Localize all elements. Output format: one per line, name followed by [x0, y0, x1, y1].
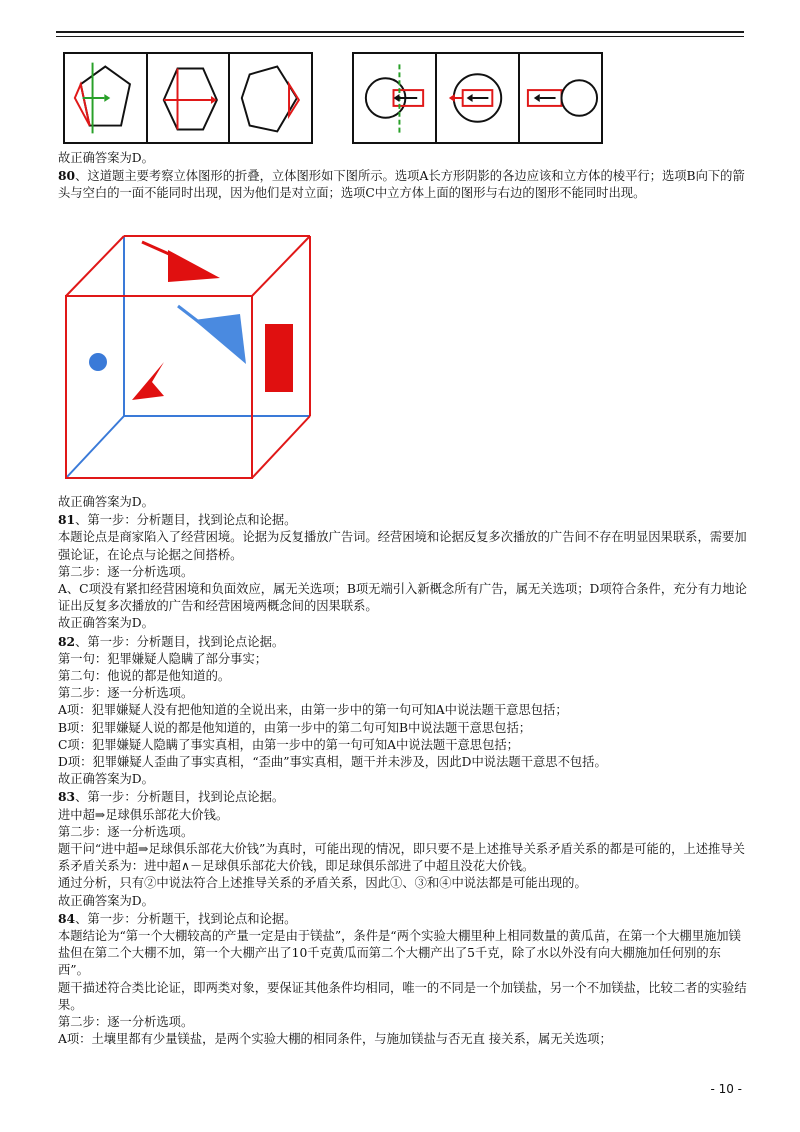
- pentagon-left-triangle-figure: [65, 54, 146, 142]
- question-82-answer: 故正确答案为D。: [58, 772, 154, 787]
- question-82-option-b: B项：犯罪嫌疑人说的都是他知道的，由第一步中的第二句可知B中说法题干意思包括；: [58, 720, 532, 735]
- question-83-paragraph-2: 通过分析，只有②中说法符合上述推导关系的矛盾关系，因此①、③和④中说法都是可能出现的。: [58, 876, 587, 891]
- question-82-option-c: C项：犯罪嫌疑人隐瞒了事实真相，由第一步中的第一句可知A中说法题干意思包括；: [58, 737, 519, 752]
- question-83-answer: 故正确答案为D。: [58, 893, 154, 908]
- question-83-sentence-1: 进中超⇒足球俱乐部花大价钱。: [58, 807, 229, 822]
- question-83-step-2: 第二步：逐一分析选项。: [58, 824, 194, 839]
- question-83-paragraph-1: 题干问“进中超⇒足球俱乐部花大价钱”为真时，可能出现的情况，即只要不是上述推导关系矛盾关系的都是可能的，上述推导关系矛盾关系为：进中超∧－足球俱乐部花大价钱，即足球俱乐部进了中超且没花大价钱。: [58, 842, 745, 874]
- question-81-answer: 故正确答案为D。: [58, 616, 154, 631]
- question-82-head: 82、第一步：分析题目，找到论点论据。: [58, 633, 285, 649]
- figure-cell-3: [230, 54, 311, 142]
- circle-arrow-centered-figure: [437, 54, 518, 142]
- question-84-step-2: 第二步：逐一分析选项。: [58, 1015, 194, 1030]
- question-81-paragraph-2: A、C项没有紧扣经营困境和负面效应，属无关选项；B项无端引入新概念所有广告，属无关选项；D项符合条件，充分有力地论证出反复多次播放的广告和经营困境两概念间的因果联系。: [58, 582, 747, 614]
- question-84-option-a: A项：土壤里都有少量镁盐，是两个实验大棚的相同条件，与施加镁盐与否无直 接关系，属无关选项；: [58, 1032, 612, 1047]
- circle-arrow-left-figure: [354, 54, 435, 142]
- question-80-text: 80、这道题主要考察立体图形的折叠，立体图形如下图所示。选项A长方形阴影的各边应该和立方体的棱平行；选项B向下的箭头与空白的一面不能同时出现，因为他们是对立面；选项C中立方体上面的图形与右边的图形不能同时出现。: [58, 168, 745, 201]
- pentagon-right-triangle-figure: [230, 54, 311, 142]
- question-80-block: [58, 167, 748, 202]
- question-84-paragraph-1: 本题结论为“第一个大棚较高的产量一定是由于镁盐”，条件是“两个实验大棚里种上相同数量的黄瓜苗，在第一个大棚里施加镁盐但在第二个大棚不加，第一个大棚产出了10千克黄瓜而第二个大棚产出了5千克，除了水以外没有向大棚施加任何别的东西”。: [58, 929, 741, 978]
- question-82-step-2: 第二步：逐一分析选项。: [58, 686, 194, 701]
- question-82-sentence-1: 第一句：犯罪嫌疑人隐瞒了部分事实；: [58, 651, 268, 666]
- question-81-paragraph-1: 本题论点是商家陷入了经营困境。论据为反复播放广告词。经营困境和论据反复多次播放的广告间不存在明显因果联系，需要加强论证，在论点与论据之间搭桥。: [58, 530, 747, 562]
- question-82-option-d: D项：犯罪嫌疑人歪曲了事实真相，“歪曲”事实真相，题干并未涉及，因此D中说法题干意思不包括。: [58, 755, 607, 770]
- question-84-paragraph-2: 题干描述符合类比论证，即两类对象，要保证其他条件均相同，唯一的不同是一个加镁盐，另一个不加镁盐，比较二者的实验结果。: [58, 980, 747, 1012]
- cube-figure: [60, 228, 316, 488]
- header-rule-thick: [56, 31, 744, 33]
- question-84-head: 84、第一步：分析题干，找到论点和论据。: [58, 910, 297, 926]
- figure-pentagon-strip: [63, 52, 313, 144]
- question-80-number: 80: [58, 168, 76, 183]
- question-83-head: 83、第一步：分析题目，找到论点论据。: [58, 789, 285, 805]
- question-81-step-2: 第二步：逐一分析选项。: [58, 564, 194, 579]
- figure-cell-5: [437, 54, 520, 142]
- pentagon-fork-figure: [148, 54, 229, 142]
- figure-circle-strip: [352, 52, 603, 144]
- content-block: 故正确答案为D。 81、第一步：分析题目，找到论点和论据。 本题论点是商家陷入了经营困境。论据为反复播放广告词。经营困境和论据反复多次播放的广告间不存在明显因果联系，需要加强论证，在论点与论据之间搭桥。 第二步：逐一分析选项。 A、C项没有紧扣经营困境和负面效应，属无关选项；B项无端引入新概念所有广告，属无关选项；D项符合条件，充分有力地论证出反复多次播放的广告和经营困境两概念间的因果联系。 故正确答案为D。 82、第一步：分析题目，找到论点论据。 第一句：犯罪嫌疑人隐瞒了部分事实； 第二句：他说的都是他知道的。 第二步：逐一分析选项。 A项：犯罪嫌疑人没有把他知道的全说出来，由第一步中的第一句可知A中说法题干意思包括； B项：犯罪嫌疑人说的都是他知道的，由第一步中的第二句可知B中说法题干意思包括； C项：犯罪嫌疑人隐瞒了事实真相，由第一步中的第一句可知A中说法题干意思包括； D项：犯罪嫌疑人歪曲了事实真相，“歪曲”事实真相，题干并未涉及，因此D中说法题干意思不包括。 故正确答案为D。 83、第一步：分析题目，找到论点论据。 进中超⇒足球俱乐部花大价钱。 第二步：逐一分析选项。 题干问“进中超⇒足球俱乐部花大价钱”为真时，可能出现的情况，即只要不是上述推导关系矛盾关系的都是可能的，上述推导关系矛盾关系为：进中超∧－足球俱乐部花大价钱，即足球俱乐部进了中超且没花大价钱。 通过分析，只有②中说法符合上述推导关系的矛盾关系，因此①、③和④中说法都是可能出现的。 故正确答案为D。 84、第一步：分析题干，找到论点和论据。 本题结论为“第一个大棚较高的产量一定是由于镁盐”，条件是“两个实验大棚里种上相同数量的黄瓜苗，在第一个大棚里施加镁盐但在第二个大棚不加，第一个大棚产出了10千克黄瓜而第二个大棚产出了5千克，除了水以外没有向大棚施加任何别的东西”。 题干描述符合类比论证，即两类对象，要保证其他条件均相同，唯一的不同是一个加镁盐，另一个不加镁盐，比较二者的实验结果。 第二步：逐一分析选项。 A项：土壤里都有少量镁盐，是两个实验大棚的相同条件，与施加镁盐与否无直 接关系，属无关选项；: [58, 494, 748, 1049]
- page-number: - 10 -: [710, 1082, 742, 1096]
- figure-cell-2: [148, 54, 231, 142]
- question-81-head: 81、第一步：分析题目，找到论点和论据。: [58, 512, 297, 528]
- figure-cell-6: [520, 54, 601, 142]
- question-82-sentence-2: 第二句：他说的都是他知道的。: [58, 669, 231, 684]
- answer-line-top: 故正确答案为D。: [58, 151, 154, 165]
- question-82-option-a: A项：犯罪嫌疑人没有把他知道的全说出来，由第一步中的第一句可知A中说法题干意思包括；: [58, 703, 568, 718]
- rect-arrow-circle-figure: [520, 54, 601, 142]
- figure-cell-4: [354, 54, 437, 142]
- figure-cell-1: [65, 54, 148, 142]
- header-rule-thin: [56, 36, 744, 37]
